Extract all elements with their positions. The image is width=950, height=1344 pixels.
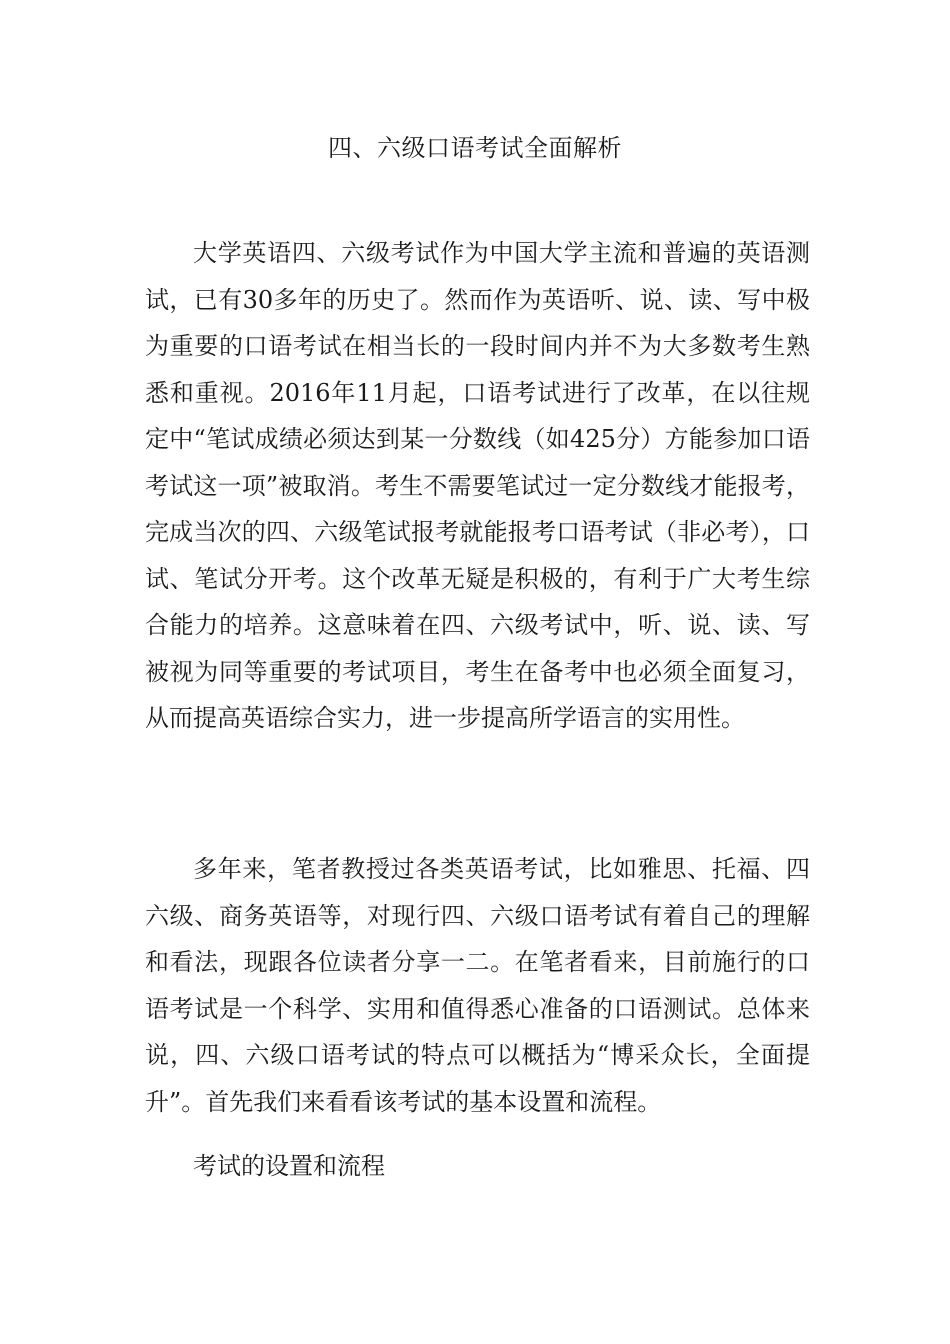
document-title: 四、六级口语考试全面解析 (328, 134, 622, 162)
paragraph-intro: 大学英语四、六级考试作为中国大学主流和普遍的英语测试，已有30多年的历史了。然而作为英语听、说、读、写中极为重要的口语考试在相当长的一段时间内并不为大多数考生熟悉和重视。2016年11月起，口语考试进行了改革，在以往规定中“笔试成绩必须达到某一分数线（如425分）方能参加口语考试这一项”被取消。考生不需要笔试过一定分数线才能报考，完成当次的四、六级笔试报考就能报考口语考试（非必考），口试、笔试分开考。这个改革无疑是积极的，有利于广大考生综合能力的培养。这意味着在四、六级考试中，听、说、读、写被视为同等重要的考试项目，考生在备考中也必须全面复习，从而提高英语综合实力，进一步提高所学语言的实用性。 (145, 239, 810, 732)
section-heading: 考试的设置和流程 (193, 1152, 385, 1180)
paragraph-author-view: 多年来，笔者教授过各类英语考试，比如雅思、托福、四六级、商务英语等，对现行四、六级口语考试有着自己的理解和看法，现跟各位读者分享一二。在笔者看来，目前施行的口语考试是一个科学、实用和值得悉心准备的口语测试。总体来说，四、六级口语考试的特点可以概括为“博采众长，全面提升”。首先我们来看看该考试的基本设置和流程。 (145, 855, 810, 1116)
